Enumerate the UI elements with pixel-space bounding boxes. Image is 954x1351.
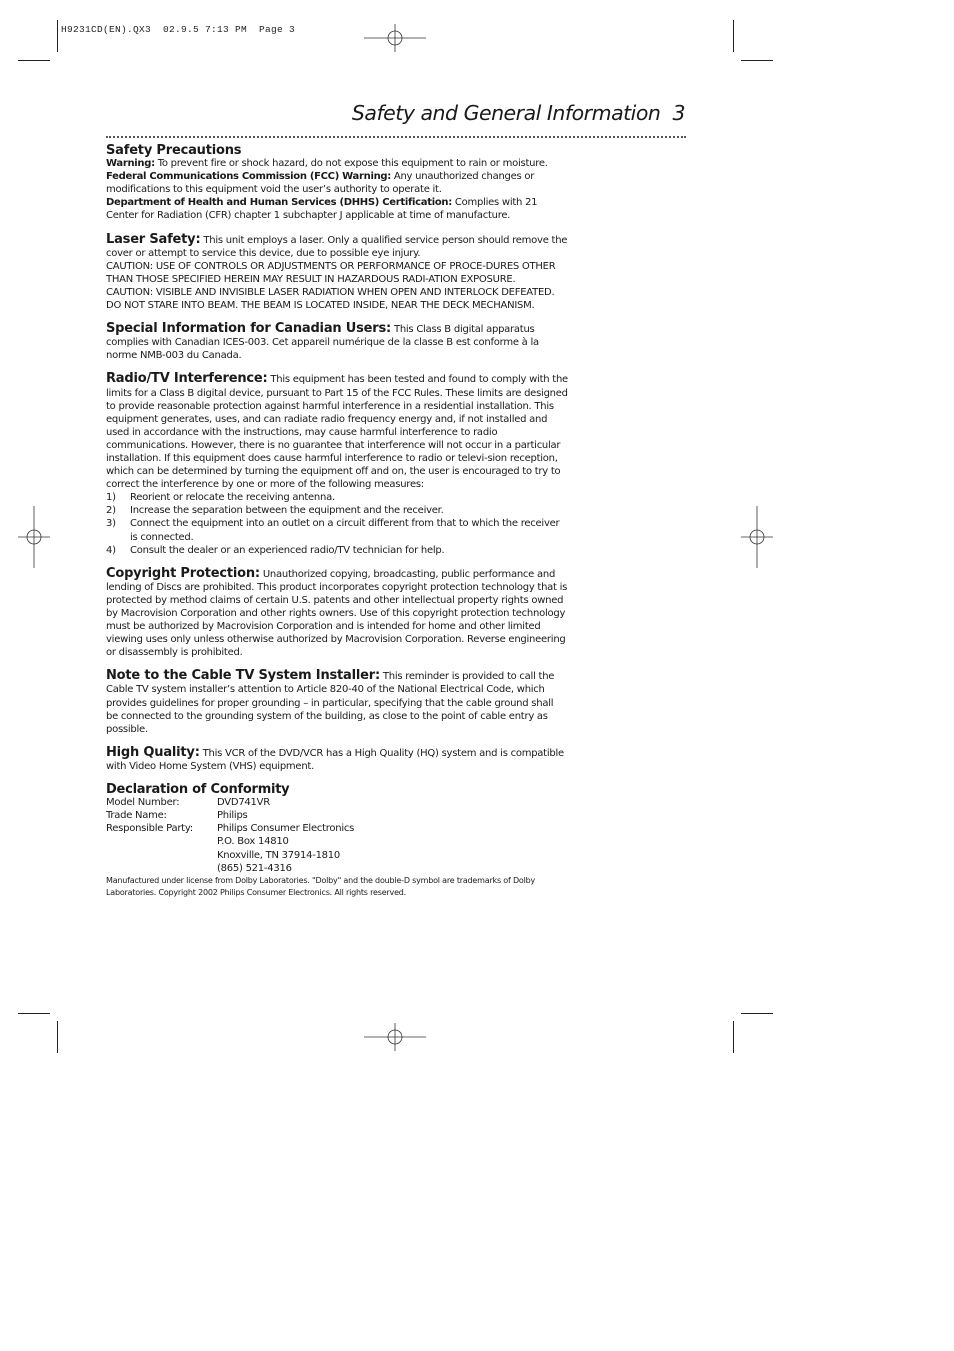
model-value: DVD741VR <box>217 797 270 809</box>
list-item <box>106 504 568 517</box>
hq-paragraph <box>106 746 568 773</box>
list-item <box>106 544 568 557</box>
party-row <box>106 822 568 874</box>
page-title <box>300 101 685 125</box>
crop-mark <box>18 1013 50 1014</box>
model-label: Model Number: <box>106 797 180 809</box>
radio-text: This equipment has been tested and found to comply with the limits for a Class B digital device, pursuant to Part 15 of the FCC Rules. These limits are designed to provide reasonable protection against harmful interference in a residential installation. This equipment generates, uses, and can radiate radio frequency energy and, if not installed and used in accordance with the instructions, may cause harmful interference to radio communications. However, there is no guarantee that interference will not occur in a particular installation. If this equipment does cause harmful interference to radio or televi-sion reception, which can be determined by turning the equipment off and on, the user is encouraged to try to correct the interference by one or more of the following measures: <box>106 374 568 491</box>
party-line: Knoxville, TN 37914-1810 <box>217 849 341 861</box>
registration-mark-left <box>18 506 50 568</box>
list-item-number: 2) <box>106 505 116 517</box>
dotted-divider <box>106 136 686 138</box>
fcc-text: Any unauthorized changes or modifications to this equipment void the user’s authority to operate it. <box>106 171 535 196</box>
list-item-number: 3) <box>106 518 116 530</box>
list-item <box>106 491 568 504</box>
copyright-paragraph <box>106 567 568 660</box>
warning-text: To prevent fire or shock hazard, do not expose this equipment to rain or moisture. <box>154 158 548 170</box>
cable-paragraph <box>106 669 568 735</box>
list-item <box>106 517 568 543</box>
list-item-text: Increase the separation between the equipment and the receiver. <box>130 505 444 517</box>
laser-caution-2: CAUTION: VISIBLE AND INVISIBLE LASER RADIATION WHEN OPEN AND INTERLOCK DEFEATED. DO NOT STARE INTO BEAM. THE BEAM IS LOCATED INSIDE, NEAR THE DECK MECHANISM. <box>106 286 555 312</box>
party-line: P.O. Box 14810 <box>217 836 289 848</box>
warning-paragraph <box>106 157 568 170</box>
crop-mark <box>57 20 58 52</box>
crop-mark <box>733 1021 734 1053</box>
copyright-section <box>106 567 568 660</box>
radio-interference-section <box>106 372 568 556</box>
registration-mark-bottom <box>364 1023 426 1051</box>
dhhs-paragraph <box>106 196 568 222</box>
radio-heading: Radio/TV Interference: <box>106 371 268 387</box>
fcc-paragraph <box>106 170 568 196</box>
list-item-number: 1) <box>106 492 116 504</box>
high-quality-section <box>106 746 568 773</box>
declaration-heading: Declaration of Conformity <box>106 782 290 798</box>
laser-text: This unit employs a laser. Only a qualified service person should remove the cover or attempt to service this device, due to possible eye injury. <box>106 234 568 259</box>
page-content <box>106 144 568 899</box>
dhhs-text: Complies with 21 Center for Radiation (CFR) chapter 1 subchapter J applicable at time of manufacture. <box>106 197 538 222</box>
laser-heading: Laser Safety: <box>106 231 201 247</box>
hq-text: This VCR of the DVD/VCR has a High Quality (HQ) system and is compatible with Video Home System (VHS) equipment. <box>106 747 564 772</box>
trade-row <box>106 809 568 822</box>
canadian-users-section <box>106 322 568 362</box>
crop-mark <box>18 60 50 61</box>
trade-value: Philips <box>217 810 248 822</box>
page-number: 3 <box>672 101 685 125</box>
radio-paragraph <box>106 372 568 491</box>
hq-heading: High Quality: <box>106 744 200 760</box>
registration-mark-top <box>364 24 426 52</box>
trade-label: Trade Name: <box>106 810 167 822</box>
declaration-section <box>106 783 568 875</box>
dolby-footnote: Manufactured under license from Dolby Laboratories. "Dolby" and the double-D symbol are trademarks of Dolby Laboratories. Copyright 2002 Philips Consumer Electronics. All rights reserved. <box>106 875 536 897</box>
laser-paragraph <box>106 233 568 260</box>
laser-caution-1: CAUTION: USE OF CONTROLS OR ADJUSTMENTS OR PERFORMANCE OF PROCE-DURES OTHER THAN THOSE SPECIFIED HEREIN MAY RESULT IN HAZARDOUS RADI-ATION EXPOSURE. <box>106 260 556 285</box>
list-item-number: 4) <box>106 544 116 556</box>
list-item-text: Reorient or relocate the receiving antenna. <box>130 492 335 504</box>
dhhs-label: Department of Health and Human Services (DHHS) Certification: <box>106 197 452 209</box>
warning-label: Warning: <box>106 158 155 170</box>
party-line: Philips Consumer Electronics <box>217 823 355 835</box>
print-slug: H9231CD(EN).QX3 02.9.5 7:13 PM Page 3 <box>61 24 296 35</box>
copyright-heading: Copyright Protection: <box>106 565 260 581</box>
party-label: Responsible Party: <box>106 823 193 835</box>
crop-mark <box>57 1021 58 1053</box>
page-title-text: Safety and General Information <box>351 101 661 125</box>
crop-mark <box>741 1013 773 1014</box>
list-item-text: Connect the equipment into an outlet on a circuit different from that to which the receiver is connected. <box>130 518 560 543</box>
model-row <box>106 796 568 809</box>
crop-mark <box>733 20 734 52</box>
copyright-text: Unauthorized copying, broadcasting, public performance and lending of Discs are prohibited. This product incorporates copyright protection technology that is protected by method claims of certain U.S. patents and other intellectual property rights owned by Macrovision Corporation and other rights owners. Use of this copyright protection technology must be authorized by Macrovision Corporation and is intended for home and other limited viewing uses only unless otherwise authorized by Macrovision Corporation. Reverse engineering or disassembly is prohibited. <box>106 568 568 659</box>
fcc-label: Federal Communications Commission (FCC) Warning: <box>106 171 391 183</box>
party-line: (865) 521-4316 <box>217 862 292 874</box>
cable-text: This reminder is provided to call the Cable TV system installer’s attention to Article 820-40 of the National Electrical Code, which provides guidelines for proper grounding – in particular, specifying that the cable ground shall be connected to the grounding system of the building, as close to the point of cable entry as possible. <box>106 671 555 735</box>
registration-mark-right <box>741 506 773 568</box>
safety-precautions-section <box>106 144 568 223</box>
cable-installer-section <box>106 669 568 735</box>
list-item-text: Consult the dealer or an experienced radio/TV technician for help. <box>130 544 445 556</box>
cable-heading: Note to the Cable TV System Installer: <box>106 668 380 684</box>
canadian-heading: Special Information for Canadian Users: <box>106 321 392 337</box>
measures-list <box>106 491 568 556</box>
canadian-paragraph <box>106 322 568 362</box>
laser-safety-section <box>106 233 568 313</box>
party-address <box>217 822 354 874</box>
canadian-text: This Class B digital apparatus complies with Canadian ICES-003. Cet appareil numérique de la classe B est conforme à la norme NMB-003 du Canada. <box>106 324 539 362</box>
crop-mark <box>741 60 773 61</box>
safety-heading: Safety Precautions <box>106 143 242 158</box>
